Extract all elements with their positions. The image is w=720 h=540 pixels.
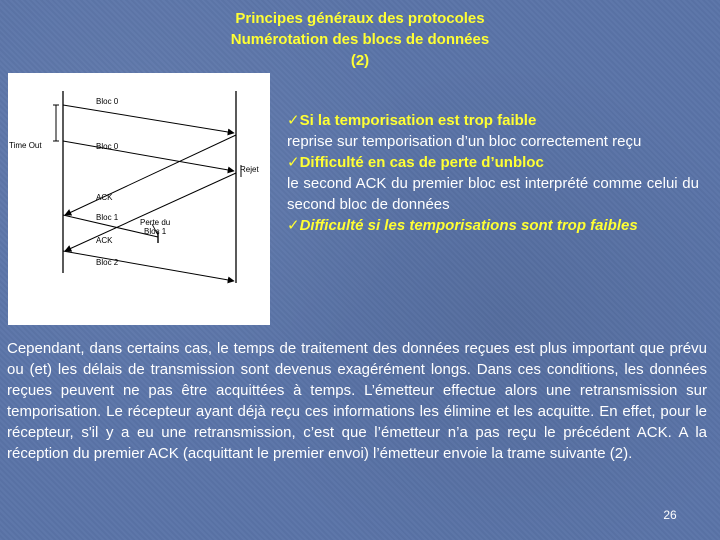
- slide-title: [150, 8, 570, 71]
- arrow-ack-second: [65, 173, 236, 251]
- bullet-text: reprise sur temporisation d’un bloc correctement reçu: [287, 133, 642, 150]
- page-number: 26: [663, 508, 677, 522]
- label-bloc1: Bloc 1: [96, 213, 119, 222]
- arrow-ack-first: [65, 135, 236, 215]
- bullet-item: [287, 152, 699, 215]
- protocol-diagram: [8, 73, 270, 325]
- label-bloc0-first: Bloc 0: [96, 97, 119, 106]
- arrow-bloc0-first: [63, 105, 234, 133]
- bullet-item: [287, 110, 699, 152]
- label-rejet: Rejet: [240, 165, 259, 174]
- bullet-text: le second ACK du premier bloc est interprété comme celui du second bloc de données: [287, 175, 699, 213]
- bullet-list: [287, 110, 699, 236]
- bullet-heading: ✓Si la temporisation est trop faible: [287, 112, 537, 129]
- label-ack-first: ACK: [96, 193, 113, 202]
- label-bloc2: Bloc 2: [96, 258, 119, 267]
- title-line-1: Principes généraux des protocoles: [235, 10, 485, 27]
- title-line-3: (2): [350, 52, 370, 69]
- bullet-heading: ✓Difficulté en cas de perte d’unbloc: [287, 154, 544, 171]
- body-paragraph: Cependant, dans certains cas, le temps de traitement des données reçues est plus important que prévu ou (et) les délais de transmission sont devenus exagérément longs. Dans ces conditions, les données reçues peuvent ne pas être acquittées à temps. L’émetteur effectue alors une retransmission sur temporisation. Le récepteur ayant déjà reçu ces informations les élimine et les acquitte. En effet, pour le récepteur, s'il y a eu une retransmission, c’est que l’émetteur n’a pas reçu le précédent ACK. A la réception du premier ACK (acquittant le premier envoi) l’émetteur envoie la trame suivante (2).: [7, 340, 707, 462]
- label-perte-line2: Bloc 1: [144, 227, 167, 236]
- title-line-2: Numérotation des blocs de données: [230, 31, 490, 48]
- label-ack-second: ACK: [96, 236, 113, 245]
- arrow-bloc0-second: [63, 141, 234, 171]
- label-bloc0-second: Bloc 0: [96, 142, 119, 151]
- bullet-item: [287, 215, 699, 236]
- label-perte-line1: Perte du: [140, 218, 171, 227]
- label-timeout: Time Out: [9, 141, 42, 150]
- bullet-heading: ✓Difficulté si les temporisations sont trop faibles: [287, 217, 638, 234]
- arrow-bloc2: [63, 251, 234, 281]
